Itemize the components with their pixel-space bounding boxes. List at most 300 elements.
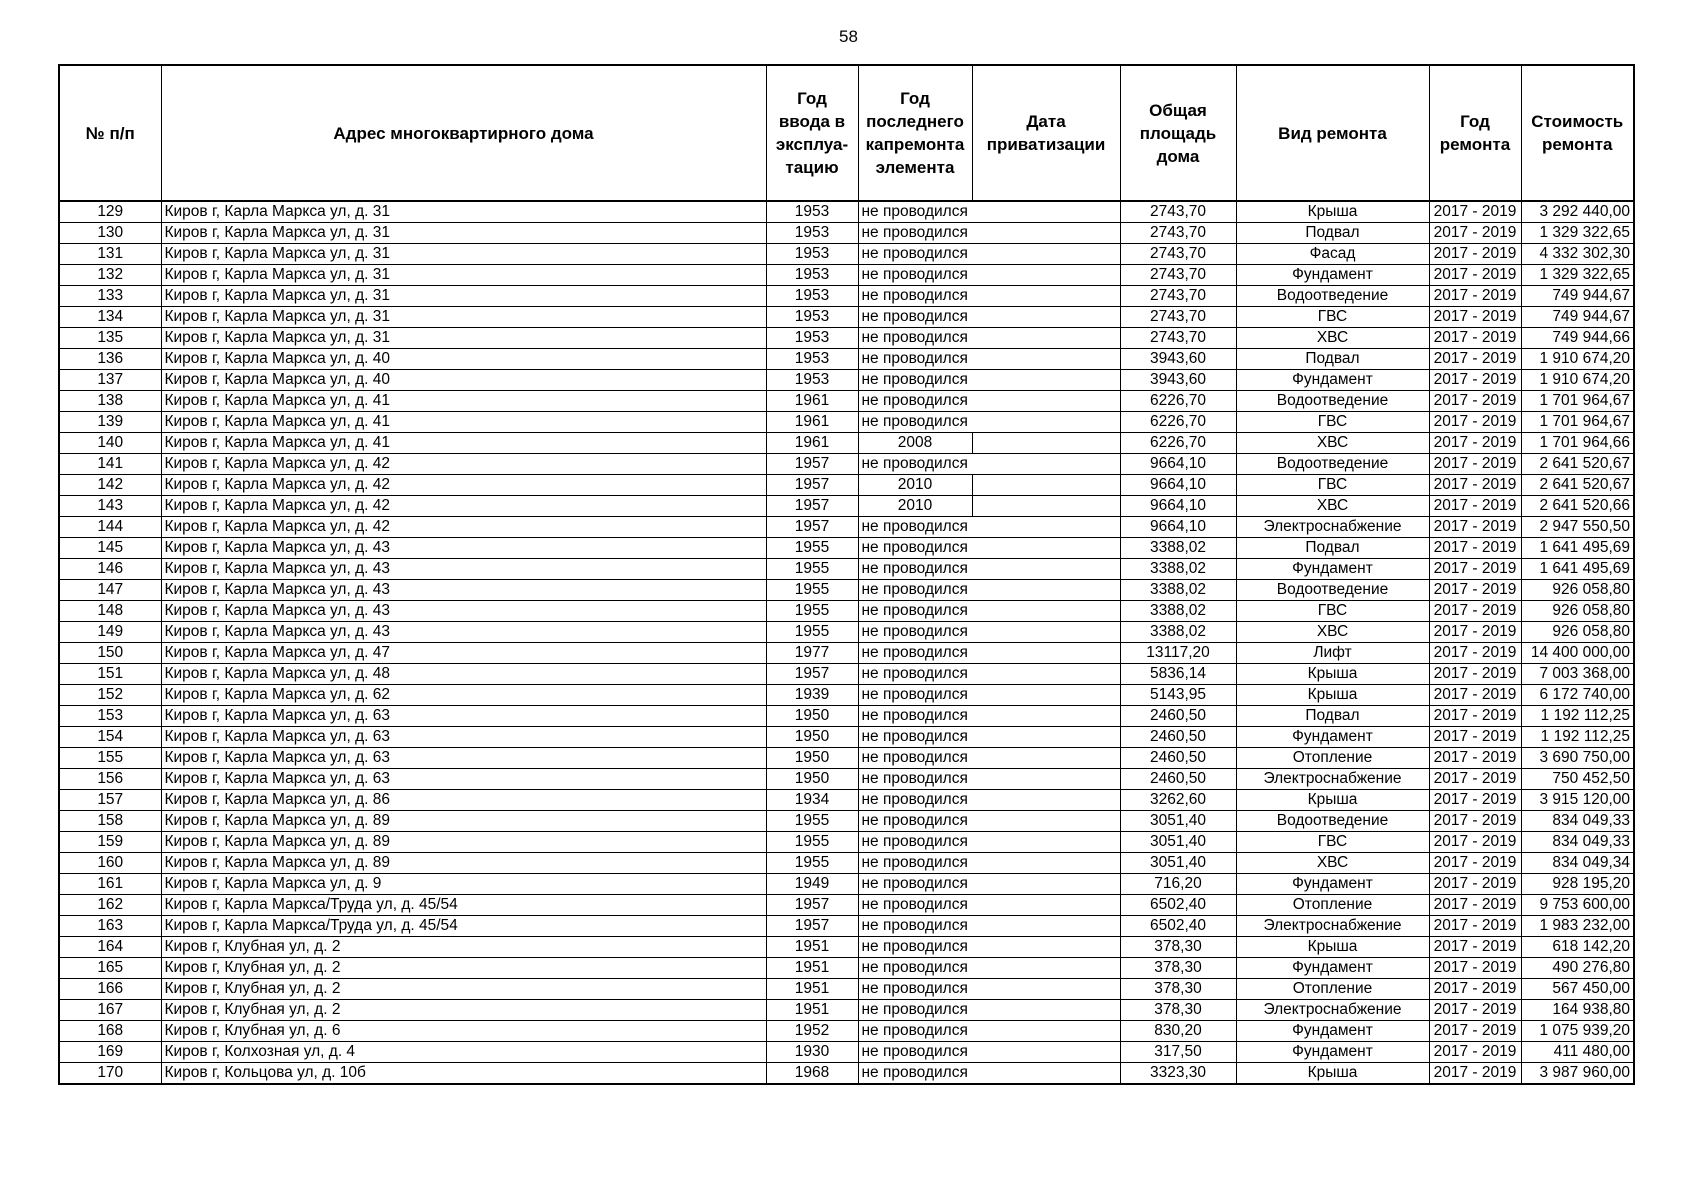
cell-repair-year: 2017 - 2019 [1429,643,1521,664]
cell-num: 170 [59,1063,161,1085]
cell-year-last-repair: не проводился [858,244,972,265]
cell-privatization-date [972,811,1120,832]
cell-repair-type: Крыша [1236,685,1429,706]
table-row [59,1042,1634,1063]
cell-address: Киров г, Карла Маркса ул, д. 43 [161,538,766,559]
cell-year-commission: 1953 [766,244,858,265]
cell-num: 162 [59,895,161,916]
cell-repair-type: ГВС [1236,475,1429,496]
header-repair-type: Вид ремонта [1236,65,1429,201]
cell-repair-cost: 6 172 740,00 [1521,685,1634,706]
cell-privatization-date [972,433,1120,454]
cell-repair-cost: 1 983 232,00 [1521,916,1634,937]
cell-repair-year: 2017 - 2019 [1429,874,1521,895]
cell-total-area: 6226,70 [1120,391,1236,412]
cell-num: 165 [59,958,161,979]
cell-repair-type: Крыша [1236,201,1429,223]
cell-year-commission: 1961 [766,391,858,412]
cell-repair-type: ХВС [1236,496,1429,517]
cell-repair-year: 2017 - 2019 [1429,223,1521,244]
cell-repair-cost: 1 701 964,67 [1521,412,1634,433]
header-repair-cost: Стоимость ремонта [1521,65,1634,201]
cell-repair-cost: 2 641 520,66 [1521,496,1634,517]
cell-repair-cost: 9 753 600,00 [1521,895,1634,916]
cell-num: 164 [59,937,161,958]
cell-repair-cost: 1 641 495,69 [1521,559,1634,580]
cell-repair-year: 2017 - 2019 [1429,1000,1521,1021]
cell-year-commission: 1955 [766,622,858,643]
cell-repair-type: Крыша [1236,790,1429,811]
table-row [59,328,1634,349]
cell-total-area: 9664,10 [1120,454,1236,475]
cell-total-area: 13117,20 [1120,643,1236,664]
cell-num: 135 [59,328,161,349]
cell-year-commission: 1951 [766,958,858,979]
cell-num: 154 [59,727,161,748]
header-num: № п/п [59,65,161,201]
cell-year-last-repair: не проводился [858,412,972,433]
cell-num: 136 [59,349,161,370]
cell-privatization-date [972,874,1120,895]
cell-num: 132 [59,265,161,286]
table-row [59,517,1634,538]
cell-address: Киров г, Карла Маркса ул, д. 63 [161,769,766,790]
cell-total-area: 2743,70 [1120,307,1236,328]
cell-total-area: 2743,70 [1120,328,1236,349]
cell-repair-type: ХВС [1236,433,1429,454]
cell-total-area: 6502,40 [1120,916,1236,937]
cell-num: 167 [59,1000,161,1021]
cell-year-last-repair: не проводился [858,307,972,328]
cell-year-commission: 1934 [766,790,858,811]
cell-num: 150 [59,643,161,664]
cell-year-last-repair: не проводился [858,622,972,643]
cell-repair-year: 2017 - 2019 [1429,307,1521,328]
table-row [59,958,1634,979]
cell-year-commission: 1957 [766,517,858,538]
cell-year-last-repair: не проводился [858,1042,972,1063]
cell-num: 153 [59,706,161,727]
cell-repair-type: Водоотведение [1236,286,1429,307]
cell-repair-type: ГВС [1236,832,1429,853]
cell-privatization-date [972,328,1120,349]
cell-year-last-repair: 2008 [858,433,972,454]
cell-total-area: 2460,50 [1120,706,1236,727]
cell-year-last-repair: не проводился [858,727,972,748]
cell-year-commission: 1953 [766,328,858,349]
cell-total-area: 3051,40 [1120,811,1236,832]
cell-privatization-date [972,454,1120,475]
cell-repair-year: 2017 - 2019 [1429,349,1521,370]
cell-repair-cost: 1 192 112,25 [1521,706,1634,727]
cell-address: Киров г, Карла Маркса ул, д. 31 [161,244,766,265]
cell-repair-type: Фасад [1236,244,1429,265]
table-row [59,244,1634,265]
header-total-area: Общая площадь дома [1120,65,1236,201]
cell-year-last-repair: не проводился [858,685,972,706]
cell-num: 138 [59,391,161,412]
cell-repair-year: 2017 - 2019 [1429,601,1521,622]
cell-total-area: 716,20 [1120,874,1236,895]
cell-repair-cost: 750 452,50 [1521,769,1634,790]
cell-repair-year: 2017 - 2019 [1429,832,1521,853]
cell-total-area: 2460,50 [1120,748,1236,769]
cell-year-last-repair: не проводился [858,1000,972,1021]
cell-year-commission: 1953 [766,265,858,286]
table-row [59,391,1634,412]
cell-address: Киров г, Карла Маркса ул, д. 31 [161,201,766,223]
cell-year-last-repair: 2010 [858,475,972,496]
cell-address: Киров г, Карла Маркса/Труда ул, д. 45/54 [161,916,766,937]
cell-year-commission: 1953 [766,201,858,223]
cell-repair-cost: 749 944,67 [1521,286,1634,307]
cell-address: Киров г, Карла Маркса ул, д. 43 [161,580,766,601]
cell-repair-type: ХВС [1236,622,1429,643]
cell-repair-year: 2017 - 2019 [1429,916,1521,937]
table-row [59,286,1634,307]
cell-year-last-repair: не проводился [858,580,972,601]
cell-total-area: 3388,02 [1120,601,1236,622]
cell-year-commission: 1957 [766,475,858,496]
cell-year-last-repair: не проводился [858,958,972,979]
cell-year-commission: 1957 [766,496,858,517]
cell-year-last-repair: не проводился [858,853,972,874]
cell-year-last-repair: не проводился [858,748,972,769]
cell-year-last-repair: не проводился [858,937,972,958]
cell-total-area: 378,30 [1120,1000,1236,1021]
cell-num: 159 [59,832,161,853]
cell-repair-cost: 928 195,20 [1521,874,1634,895]
cell-total-area: 9664,10 [1120,496,1236,517]
cell-year-last-repair: не проводился [858,664,972,685]
table-row [59,622,1634,643]
cell-repair-cost: 926 058,80 [1521,580,1634,601]
cell-repair-year: 2017 - 2019 [1429,370,1521,391]
cell-repair-year: 2017 - 2019 [1429,286,1521,307]
cell-total-area: 3262,60 [1120,790,1236,811]
cell-year-commission: 1950 [766,727,858,748]
cell-privatization-date [972,370,1120,391]
cell-repair-year: 2017 - 2019 [1429,937,1521,958]
cell-num: 166 [59,979,161,1000]
cell-repair-cost: 3 292 440,00 [1521,201,1634,223]
cell-year-last-repair: не проводился [858,328,972,349]
cell-year-last-repair: не проводился [858,916,972,937]
cell-total-area: 2743,70 [1120,286,1236,307]
table-row [59,916,1634,937]
cell-total-area: 2743,70 [1120,244,1236,265]
cell-repair-year: 2017 - 2019 [1429,517,1521,538]
cell-year-commission: 1951 [766,1000,858,1021]
table-row [59,811,1634,832]
cell-repair-type: Подвал [1236,538,1429,559]
table-row [59,580,1634,601]
cell-repair-type: Водоотведение [1236,811,1429,832]
cell-privatization-date [972,265,1120,286]
table-row [59,223,1634,244]
cell-num: 143 [59,496,161,517]
cell-privatization-date [972,496,1120,517]
cell-repair-type: Фундамент [1236,370,1429,391]
table-row [59,538,1634,559]
cell-repair-year: 2017 - 2019 [1429,391,1521,412]
cell-repair-type: Подвал [1236,706,1429,727]
table-row [59,979,1634,1000]
cell-address: Киров г, Карла Маркса ул, д. 43 [161,601,766,622]
cell-total-area: 9664,10 [1120,517,1236,538]
cell-year-last-repair: не проводился [858,979,972,1000]
cell-repair-cost: 926 058,80 [1521,622,1634,643]
table-row [59,349,1634,370]
cell-repair-year: 2017 - 2019 [1429,265,1521,286]
cell-address: Киров г, Клубная ул, д. 2 [161,1000,766,1021]
cell-total-area: 3051,40 [1120,853,1236,874]
cell-year-commission: 1957 [766,916,858,937]
cell-privatization-date [972,622,1120,643]
cell-num: 168 [59,1021,161,1042]
cell-repair-type: Фундамент [1236,559,1429,580]
cell-year-commission: 1977 [766,643,858,664]
header-year-commission: Год ввода в эксплуа-тацию [766,65,858,201]
cell-repair-type: ХВС [1236,328,1429,349]
cell-year-commission: 1957 [766,454,858,475]
cell-address: Киров г, Клубная ул, д. 6 [161,1021,766,1042]
cell-privatization-date [972,580,1120,601]
cell-privatization-date [972,475,1120,496]
cell-privatization-date [972,769,1120,790]
cell-privatization-date [972,832,1120,853]
cell-privatization-date [972,307,1120,328]
table-row [59,769,1634,790]
cell-year-commission: 1930 [766,1042,858,1063]
cell-repair-year: 2017 - 2019 [1429,769,1521,790]
cell-repair-type: Водоотведение [1236,391,1429,412]
table-row [59,727,1634,748]
cell-num: 161 [59,874,161,895]
cell-repair-type: Отопление [1236,979,1429,1000]
cell-total-area: 378,30 [1120,958,1236,979]
cell-year-last-repair: не проводился [858,706,972,727]
cell-repair-cost: 3 915 120,00 [1521,790,1634,811]
cell-privatization-date [972,790,1120,811]
cell-total-area: 9664,10 [1120,475,1236,496]
cell-total-area: 2743,70 [1120,201,1236,223]
cell-privatization-date [972,412,1120,433]
cell-year-last-repair: не проводился [858,1063,972,1085]
cell-year-commission: 1953 [766,223,858,244]
table-header-row [59,65,1634,201]
header-address: Адрес многоквартирного дома [161,65,766,201]
cell-repair-type: Электроснабжение [1236,517,1429,538]
cell-repair-year: 2017 - 2019 [1429,895,1521,916]
table-row [59,454,1634,475]
table-row [59,643,1634,664]
cell-year-commission: 1953 [766,286,858,307]
cell-repair-type: Крыша [1236,937,1429,958]
cell-year-commission: 1957 [766,895,858,916]
cell-year-commission: 1951 [766,979,858,1000]
cell-address: Киров г, Карла Маркса ул, д. 63 [161,748,766,769]
cell-address: Киров г, Карла Маркса ул, д. 89 [161,853,766,874]
cell-repair-type: Фундамент [1236,727,1429,748]
cell-address: Киров г, Карла Маркса ул, д. 86 [161,790,766,811]
cell-year-last-repair: не проводился [858,601,972,622]
cell-total-area: 317,50 [1120,1042,1236,1063]
cell-repair-cost: 1 192 112,25 [1521,727,1634,748]
cell-privatization-date [972,601,1120,622]
cell-privatization-date [972,853,1120,874]
table-row [59,201,1634,223]
cell-num: 145 [59,538,161,559]
cell-num: 155 [59,748,161,769]
cell-num: 158 [59,811,161,832]
cell-repair-cost: 3 987 960,00 [1521,1063,1634,1085]
cell-address: Киров г, Карла Маркса/Труда ул, д. 45/54 [161,895,766,916]
page-number: 58 [839,27,858,46]
cell-year-commission: 1951 [766,937,858,958]
cell-year-commission: 1955 [766,601,858,622]
cell-address: Киров г, Карла Маркса ул, д. 42 [161,517,766,538]
cell-repair-type: Фундамент [1236,958,1429,979]
cell-address: Киров г, Клубная ул, д. 2 [161,937,766,958]
table-row [59,559,1634,580]
table-row [59,1000,1634,1021]
cell-repair-year: 2017 - 2019 [1429,201,1521,223]
cell-repair-type: Подвал [1236,223,1429,244]
cell-privatization-date [972,664,1120,685]
cell-repair-type: Электроснабжение [1236,1000,1429,1021]
cell-privatization-date [972,643,1120,664]
table-row [59,895,1634,916]
cell-repair-cost: 1 701 964,67 [1521,391,1634,412]
cell-total-area: 6226,70 [1120,433,1236,454]
cell-repair-year: 2017 - 2019 [1429,475,1521,496]
cell-num: 129 [59,201,161,223]
cell-repair-cost: 2 947 550,50 [1521,517,1634,538]
cell-total-area: 5836,14 [1120,664,1236,685]
cell-repair-year: 2017 - 2019 [1429,853,1521,874]
cell-year-last-repair: не проводился [858,895,972,916]
cell-repair-cost: 1 075 939,20 [1521,1021,1634,1042]
cell-year-commission: 1949 [766,874,858,895]
cell-repair-cost: 1 910 674,20 [1521,349,1634,370]
cell-repair-type: Фундамент [1236,1021,1429,1042]
table-row [59,706,1634,727]
cell-year-commission: 1950 [766,769,858,790]
header-year-last-repair: Год последнего капремонта элемента [858,65,972,201]
cell-address: Киров г, Карла Маркса ул, д. 31 [161,223,766,244]
cell-address: Киров г, Карла Маркса ул, д. 42 [161,454,766,475]
cell-privatization-date [972,1021,1120,1042]
cell-repair-year: 2017 - 2019 [1429,958,1521,979]
cell-repair-cost: 834 049,34 [1521,853,1634,874]
cell-total-area: 3943,60 [1120,349,1236,370]
cell-privatization-date [972,517,1120,538]
table-row [59,265,1634,286]
cell-year-commission: 1953 [766,307,858,328]
cell-privatization-date [972,391,1120,412]
cell-repair-year: 2017 - 2019 [1429,559,1521,580]
table-body [59,201,1634,1084]
cell-year-last-repair: не проводился [858,286,972,307]
cell-num: 169 [59,1042,161,1063]
cell-year-last-repair: не проводился [858,538,972,559]
cell-privatization-date [972,538,1120,559]
cell-year-last-repair: не проводился [858,832,972,853]
table-row [59,664,1634,685]
cell-num: 160 [59,853,161,874]
cell-repair-cost: 164 938,80 [1521,1000,1634,1021]
header-privatization-date: Дата приватизации [972,65,1120,201]
table-row [59,874,1634,895]
cell-year-commission: 1955 [766,832,858,853]
cell-privatization-date [972,685,1120,706]
cell-repair-year: 2017 - 2019 [1429,1042,1521,1063]
cell-year-last-repair: не проводился [858,769,972,790]
cell-year-last-repair: не проводился [858,454,972,475]
cell-repair-type: ГВС [1236,601,1429,622]
cell-address: Киров г, Карла Маркса ул, д. 42 [161,475,766,496]
cell-num: 134 [59,307,161,328]
cell-year-last-repair: не проводился [858,223,972,244]
cell-repair-cost: 4 332 302,30 [1521,244,1634,265]
cell-repair-year: 2017 - 2019 [1429,727,1521,748]
cell-repair-type: ГВС [1236,412,1429,433]
cell-year-last-repair: не проводился [858,559,972,580]
cell-address: Киров г, Клубная ул, д. 2 [161,979,766,1000]
cell-year-last-repair: не проводился [858,349,972,370]
cell-privatization-date [972,349,1120,370]
table-row [59,832,1634,853]
cell-total-area: 3388,02 [1120,622,1236,643]
cell-address: Киров г, Карла Маркса ул, д. 43 [161,559,766,580]
cell-repair-type: Фундамент [1236,1042,1429,1063]
cell-address: Киров г, Карла Маркса ул, д. 63 [161,706,766,727]
table-row [59,433,1634,454]
cell-year-commission: 1968 [766,1063,858,1085]
cell-total-area: 2743,70 [1120,223,1236,244]
cell-num: 157 [59,790,161,811]
table-row [59,748,1634,769]
cell-repair-type: Водоотведение [1236,580,1429,601]
cell-total-area: 3943,60 [1120,370,1236,391]
cell-num: 151 [59,664,161,685]
cell-privatization-date [972,727,1120,748]
cell-repair-year: 2017 - 2019 [1429,412,1521,433]
cell-repair-cost: 1 641 495,69 [1521,538,1634,559]
cell-privatization-date [972,937,1120,958]
cell-address: Киров г, Карла Маркса ул, д. 89 [161,811,766,832]
cell-address: Киров г, Карла Маркса ул, д. 89 [161,832,766,853]
cell-total-area: 830,20 [1120,1021,1236,1042]
table-row [59,790,1634,811]
cell-year-last-repair: не проводился [858,370,972,391]
cell-privatization-date [972,559,1120,580]
cell-num: 137 [59,370,161,391]
cell-num: 142 [59,475,161,496]
cell-repair-cost: 618 142,20 [1521,937,1634,958]
cell-address: Киров г, Клубная ул, д. 2 [161,958,766,979]
cell-repair-cost: 490 276,80 [1521,958,1634,979]
cell-repair-cost: 2 641 520,67 [1521,454,1634,475]
cell-year-commission: 1953 [766,349,858,370]
cell-num: 146 [59,559,161,580]
cell-repair-type: Отопление [1236,895,1429,916]
table-row [59,853,1634,874]
cell-year-commission: 1955 [766,811,858,832]
cell-privatization-date [972,201,1120,223]
cell-privatization-date [972,1063,1120,1085]
